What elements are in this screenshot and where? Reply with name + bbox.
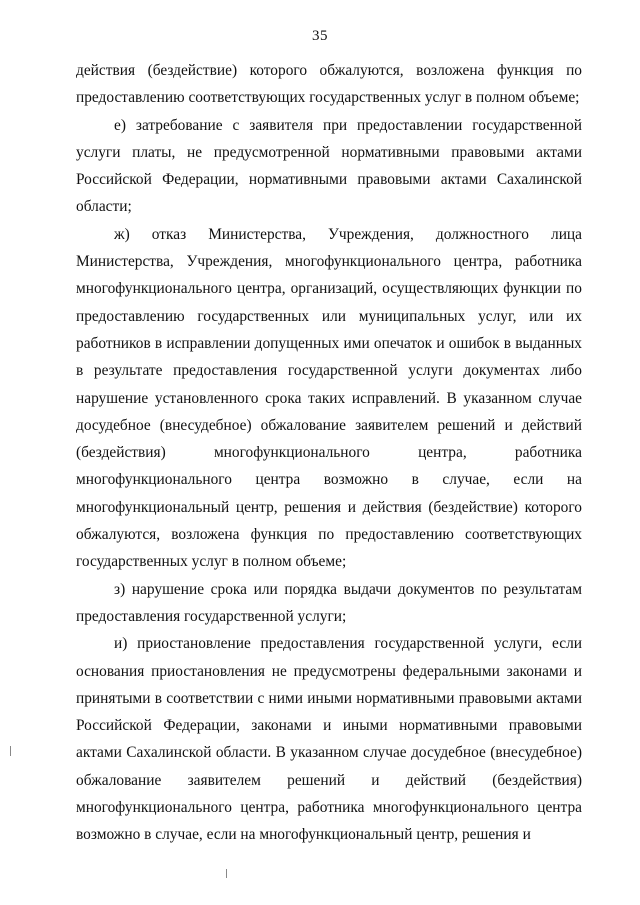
document-body xyxy=(76,57,582,849)
paragraph-item-z: з) нарушение срока или порядка выдачи документов по результатам предоставления государственной услуги; xyxy=(76,580,582,625)
paragraph-item-e: е) затребование с заявителя при предоставлении государственной услуги платы, не предусмотренной нормативными правовыми актами Российской Федерации, нормативными правовыми актами Сахалинской области; xyxy=(76,116,582,216)
scan-artifact-mark xyxy=(226,869,227,878)
paragraph-item-zh: ж) отказ Министерства, Учреждения, должностного лица Министерства, Учреждения, многофункционального центра, работника многофункционального центра, организаций, осуществляющих функции по предоставлению государственных или муниципальных услуг, или их работников в исправлении допущенных ими опечаток и ошибок в выданных в результате предоставления государственной услуги документах либо нарушение установленного срока таких исправлений. В указанном случае досудебное (внесудебное) обжалование заявителем решений и действий (бездействия) многофункционального центра, работника многофункционального центра возможно в случае, если на многофункциональный центр, решения и действия (бездействие) которого обжалуются, возложена функция по предоставлению соответствующих государственных услуг в полном объеме; xyxy=(76,225,582,571)
page-number: 35 xyxy=(312,28,328,44)
scan-artifact-mark xyxy=(10,746,11,756)
paragraph-item-i: и) приостановление предоставления государственной услуги, если основания приостановления не предусмотрены федеральными законами и принятыми в соответствии с ними иными нормативными правовыми актами Российской Федерации, законами и иными нормативными правовыми актами Сахалинской области. В указанном случае досудебное (внесудебное) обжалование заявителем решений и действий (бездействия) многофункционального центра, работника многофункционального центра возможно в случае, если на многофункциональный центр, решения и xyxy=(76,635,582,844)
paragraph-continuation: действия (бездействие) которого обжалуются, возложена функция по предоставлению соответствующих государственных услуг в полном объеме; xyxy=(76,62,582,107)
